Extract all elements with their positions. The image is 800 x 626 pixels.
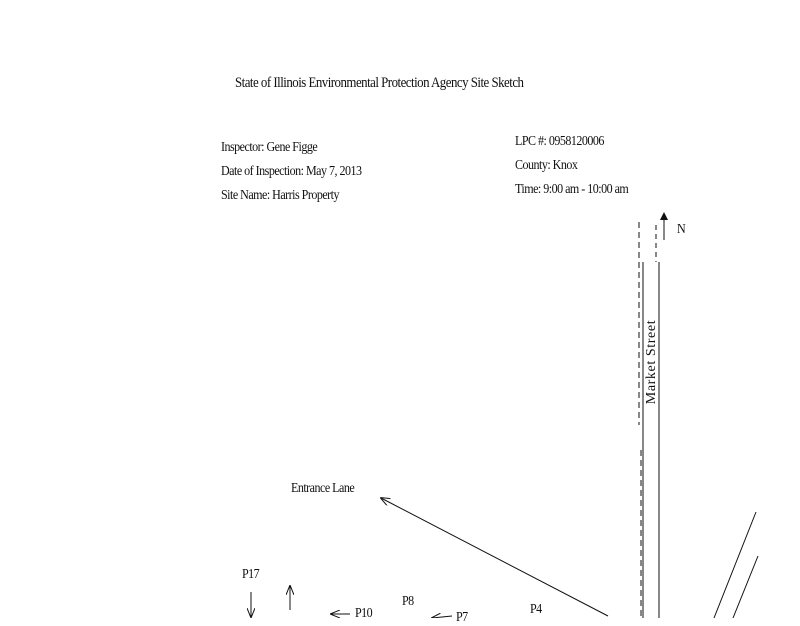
diagonal-road-line-2 [733,556,758,618]
point-label-p10: P10 [355,606,373,621]
point-label-p4: P4 [530,602,542,617]
site-name-field: Site Name: Harris Property [221,188,339,203]
county-field: County: Knox [515,158,578,173]
lpc-number-field: LPC #: 0958120006 [515,134,604,149]
market-street-label: Market Street [644,319,659,405]
inspection-date-field: Date of Inspection: May 7, 2013 [221,164,362,179]
diagonal-road-line-1 [714,512,756,618]
north-arrow-head [660,212,668,220]
entrance-lane-arrow [381,498,608,616]
entrance-lane-label: Entrance Lane [291,481,355,496]
document-title: State of Illinois Environmental Protection Agency Site Sketch [235,75,524,91]
point-label-p8: P8 [402,594,414,609]
inspector-field: Inspector: Gene Figge [221,140,318,155]
point-label-p7: P7 [456,610,468,625]
north-label: N [677,222,686,237]
time-field: Time: 9:00 am - 10:00 am [515,182,629,197]
point-label-p17: P17 [242,567,260,582]
